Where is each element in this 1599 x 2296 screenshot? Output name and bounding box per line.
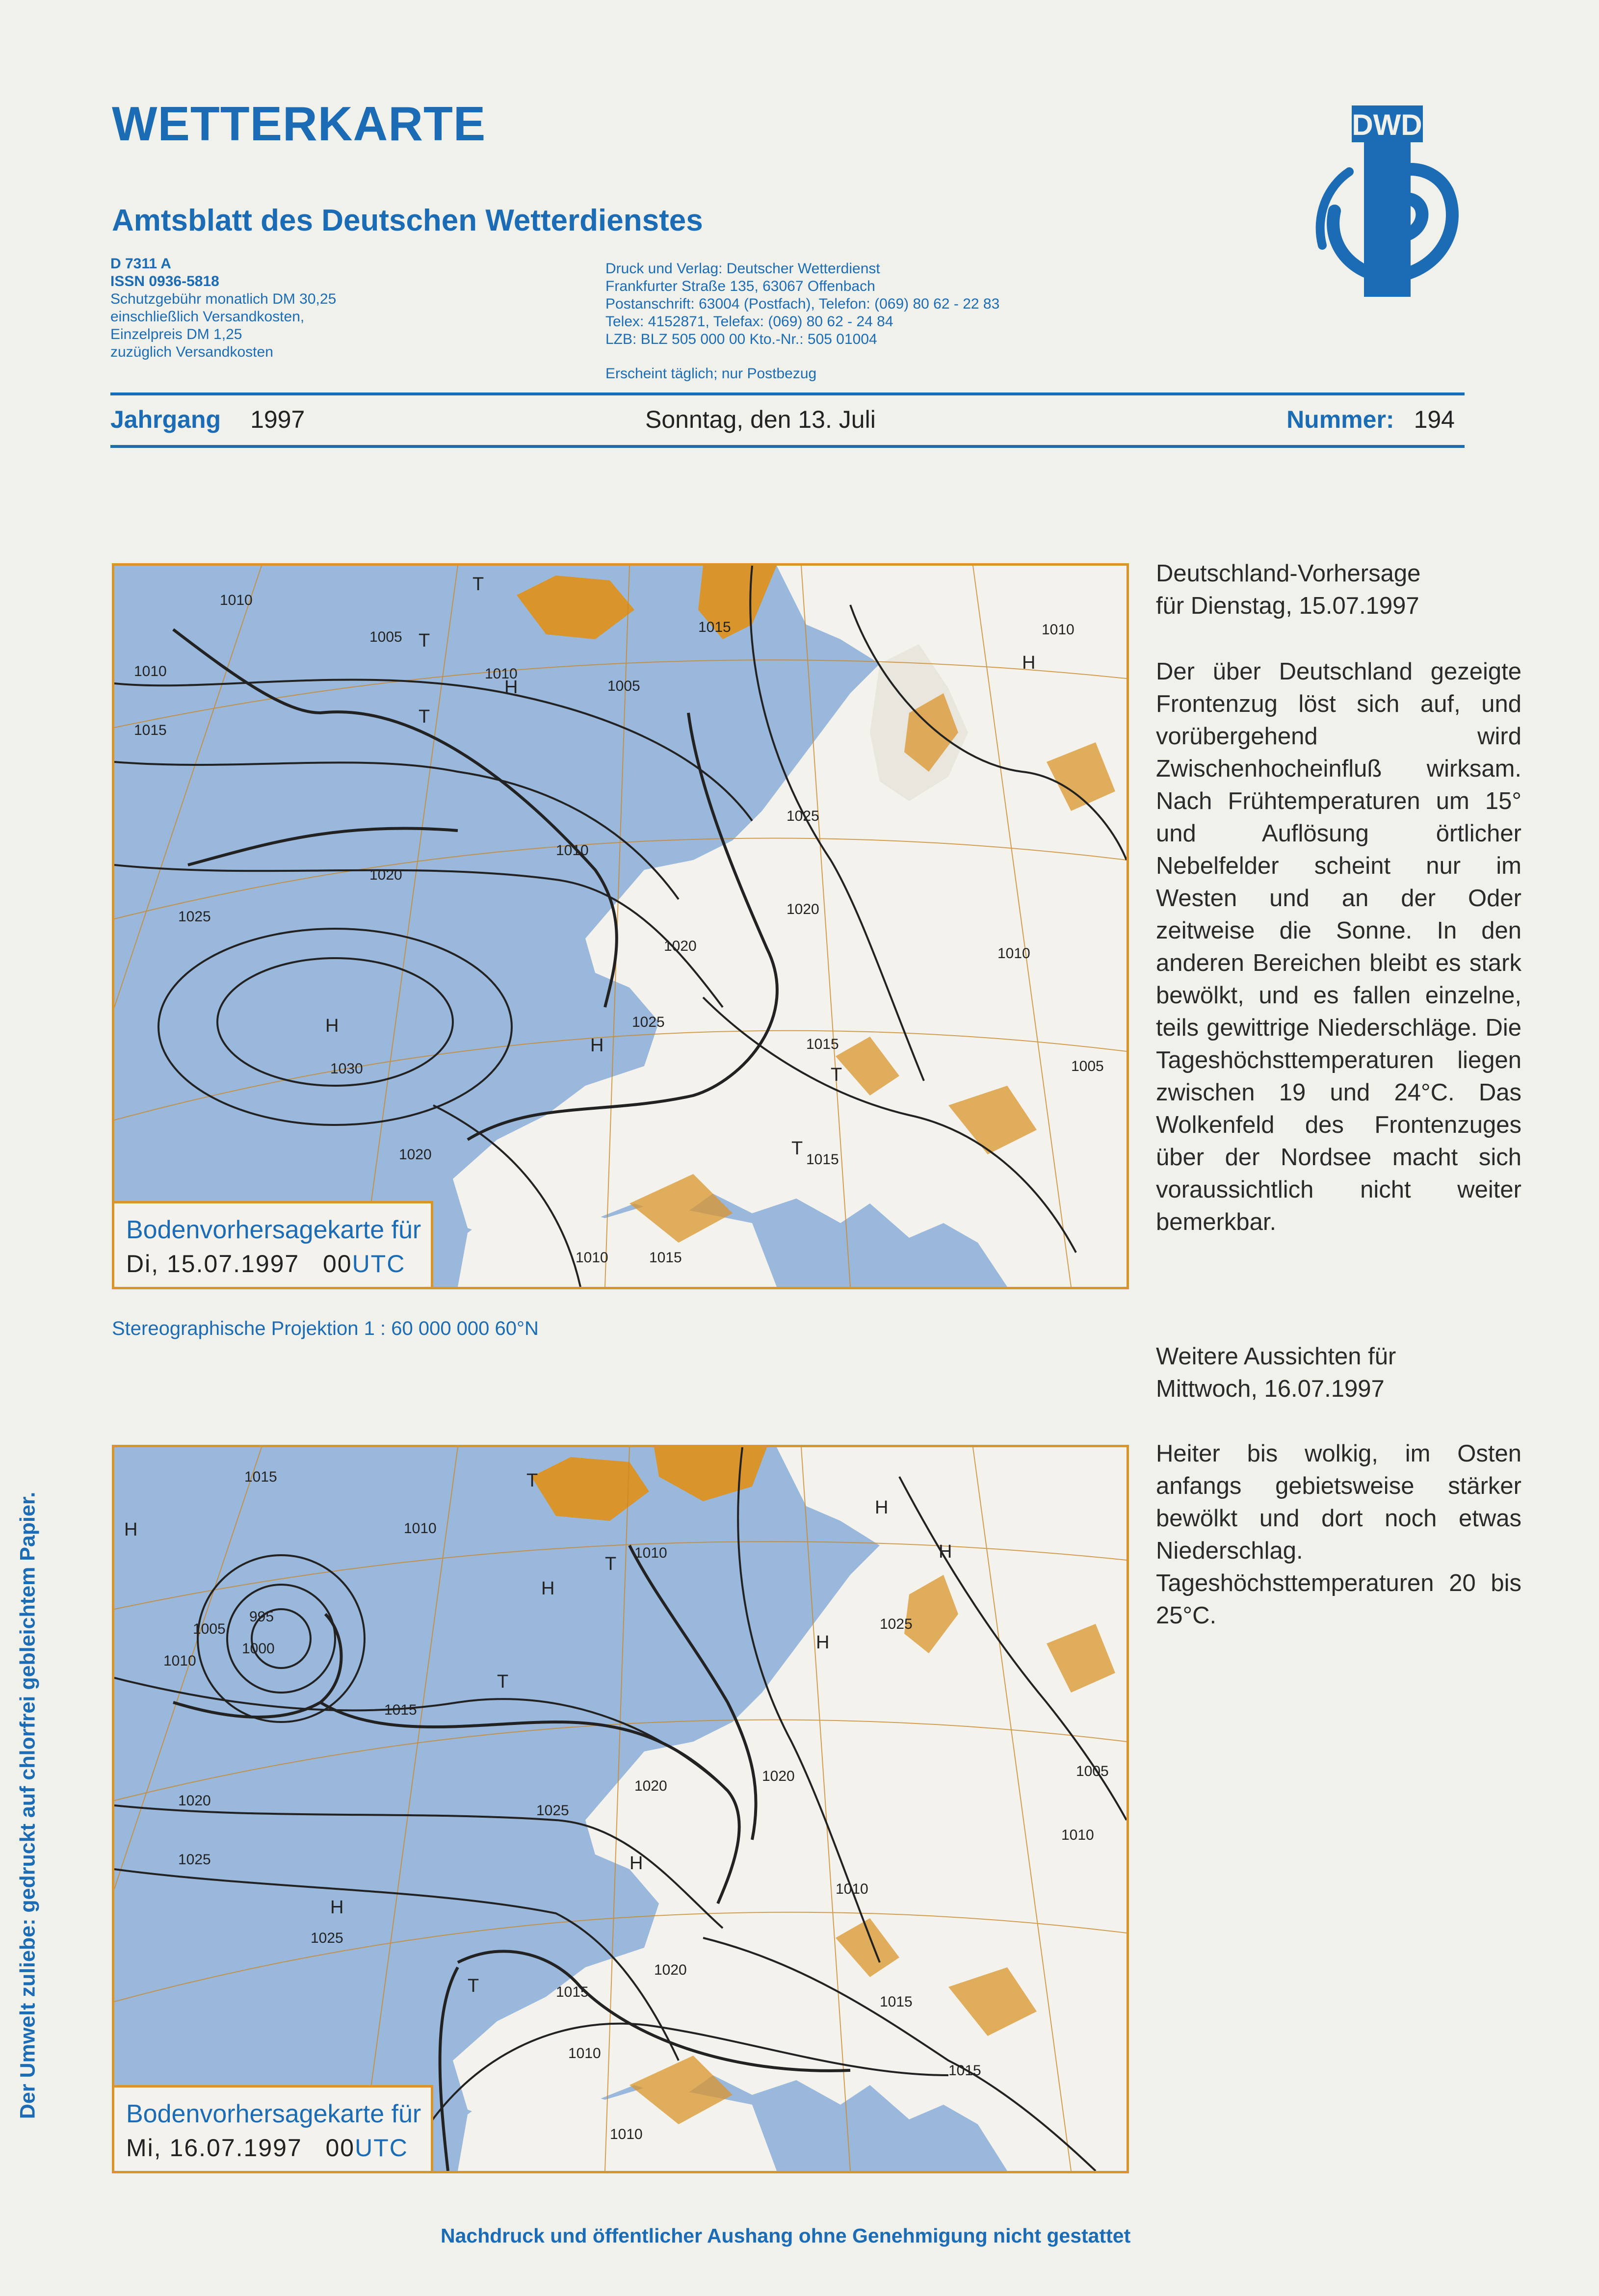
isobar-label: 1020 [178,1793,211,1809]
isobar-label: 1025 [786,808,819,824]
isobar-label: 1020 [399,1147,432,1163]
forecast-heading-line: Deutschland-Vorhersage [1156,560,1421,587]
svg-text:T: T [419,706,430,727]
isobar-label: 1020 [664,938,697,954]
svg-text:H: H [124,1519,138,1540]
outlook-body [1156,1437,1521,1632]
isobar-label: 1015 [698,619,731,635]
svg-text:H: H [330,1897,344,1918]
map-caption-time: 00 [322,1250,352,1278]
paper-note [15,1442,41,2168]
isobar-label: 1010 [576,1250,608,1266]
nummer-value: 194 [1414,406,1455,433]
jahrgang-label: Jahrgang [110,406,221,433]
svg-text:T: T [605,1554,617,1574]
map-caption-utc: UTC [355,2134,408,2162]
svg-text:T: T [419,630,430,651]
page-subtitle: Amtsblatt des Deutschen Wetterdienstes [112,204,703,237]
europe-landmass [453,566,1127,1287]
publisher-line: Postanschrift: 63004 (Postfach), Telefon: (069) 80 62 - 22 83 [605,296,1000,312]
isobar-label: 1005 [1071,1058,1104,1074]
isobar-label: 1015 [556,1984,589,2000]
forecast-text: Der über Deutschland gezeigte Frontenzug löst sich auf, und vorübergehend wird Zwischenhocheinfluß wirksam. Nach Frühtemperaturen um 15° und Auflösung örtlicher Nebelfelder scheint nur im Westen und an der Oder zeitweise die Sonne. In den anderen Bereichen bleibt es stark bewölkt, und es fallen einzelne, teils gewittrige Niederschläge. Die Tageshöchsttemperaturen liegen zwischen 19 und 24°C. Das Wolkenfeld des Frontenzuges über der Nordsee macht sich voraussichtlich nicht weiter bemerkbar. [1156,658,1521,1235]
svg-text:T: T [831,1065,842,1085]
isobar-label: 1020 [762,1768,795,1784]
map-caption-time: 00 [325,2134,355,2162]
svg-text:T: T [497,1671,509,1692]
isobar-label: 1020 [369,867,402,883]
isobar-label: 1010 [134,663,167,679]
isobar-label: 1010 [634,1545,667,1561]
fee-line: zuzüglich Versandkosten [110,344,273,360]
isobar-label: 1010 [568,2045,601,2061]
svg-text:H: H [816,1632,830,1653]
isobar-label: 1015 [806,1151,839,1168]
isobar-label: 1005 [193,1621,226,1637]
svg-text:H: H [590,1035,604,1056]
issue-header [110,405,1465,437]
iceland-relief [517,575,634,639]
fee-line: einschließlich Versandkosten, [110,309,305,325]
isobar-label: 1010 [610,2126,643,2142]
svg-text:H: H [504,677,518,698]
isobar-label: 1010 [997,945,1030,962]
issue-date: Sonntag, den 13. Juli [645,406,876,433]
isobar-label: 1020 [786,901,819,917]
publication-meta [110,255,336,361]
north-africa-landmass [458,1203,777,1287]
forecast-map-1 [112,563,1129,1289]
isobar-label: 1015 [244,1469,277,1485]
paper-note-text: Der Umwelt zuliebe: gedruckt auf chlorfrei gebleichtem Papier. [16,1491,40,2119]
isobar-label: 1005 [607,678,640,694]
outlook-heading-line: Mittwoch, 16.07.1997 [1156,1376,1385,1402]
publisher-info [605,260,999,348]
publisher-line: Telex: 4152871, Telefax: (069) 80 62 - 24 84 [605,313,893,330]
svg-text:H: H [541,1578,555,1599]
map-caption-title: Bodenvorhersagekarte für [126,2100,421,2128]
header-rule [110,392,1465,395]
isobar-label: 1020 [654,1962,687,1978]
isobar-label: 1010 [163,1653,196,1669]
isobar-label: 1025 [311,1930,343,1946]
isobar-label: 995 [249,1609,274,1625]
nummer-label: Nummer: [1286,406,1394,433]
map-caption-date: Di, 15.07.1997 [126,1250,300,1278]
outlook-text: Heiter bis wolkig, im Osten anfangs gebietsweise stärker bewölkt und dort noch etwas Niederschlag. Tageshöchsttemperaturen 20 bis 25°C. [1156,1440,1521,1629]
isobar-label: 1015 [880,1994,913,2010]
isobar-label: 1015 [948,2062,981,2079]
svg-text:H: H [1022,652,1036,673]
distribution-note: Erscheint täglich; nur Postbezug [605,365,817,382]
map-2-caption [114,2085,433,2171]
map-caption-title: Bodenvorhersagekarte für [126,1216,421,1244]
isobar-label: 1020 [634,1778,667,1794]
outlook-heading-line: Weitere Aussichten für [1156,1343,1396,1370]
isobar-label: 1015 [806,1036,839,1052]
page-title: WETTERKARTE [112,97,486,151]
greenland-relief [654,1447,767,1501]
svg-text:H: H [939,1541,952,1562]
fee-line: Einzelpreis DM 1,25 [110,326,242,342]
isobar-label: 1025 [178,909,211,925]
isobar-label: 1015 [134,722,167,738]
map-caption-date: Mi, 16.07.1997 [126,2134,302,2162]
dwd-logo-icon [1305,98,1472,304]
publication-code: D 7311 A [110,256,171,272]
fee-line: Schutzgebühr monatlich DM 30,25 [110,291,337,307]
isobar-label: 1010 [485,666,518,682]
isobar-label: 1010 [1061,1827,1094,1843]
map-1-caption [114,1201,433,1287]
dwd-logo-text: DWD [1352,108,1422,141]
header-rule [110,445,1465,448]
publisher-line: Frankfurter Straße 135, 63067 Offenbach [605,278,875,294]
isobar-label: 1010 [404,1520,437,1537]
forecast-body [1156,655,1521,1238]
forecast-heading-line: für Dienstag, 15.07.1997 [1156,593,1419,619]
isobar-label: 1010 [220,592,253,608]
isobar-label: 1025 [632,1014,665,1030]
reprint-notice: Nachdruck und öffentlicher Aushang ohne Genehmigung nicht gestattet [441,2224,1131,2247]
svg-text:T: T [468,1976,479,1996]
svg-text:T: T [472,574,484,595]
map-1-drawing [114,566,1127,1287]
map-caption-utc: UTC [352,1250,406,1278]
svg-text:T: T [791,1138,803,1159]
iceland-relief [531,1457,649,1521]
forecast-map-2 [112,1445,1129,2173]
isobar-label: 1030 [330,1061,363,1077]
map-2-drawing [114,1447,1127,2171]
isobar-label: 1015 [384,1702,417,1718]
svg-text:H: H [325,1016,339,1036]
projection-note: Stereographische Projektion 1 : 60 000 000 60°N [112,1318,539,1339]
isobar-label: 1015 [649,1250,682,1266]
isobar-label: 1025 [880,1616,913,1632]
isobar-label: 1025 [536,1802,569,1819]
isobar-label: 1005 [369,629,402,645]
isobar-label: 1010 [556,842,589,859]
outlook-heading [1156,1340,1521,1405]
isobar-label: 1025 [178,1852,211,1868]
publisher-line: LZB: BLZ 505 000 00 Kto.-Nr.: 505 01004 [605,331,877,347]
isobar-label: 1010 [1042,622,1075,638]
svg-text:H: H [629,1853,643,1874]
isobar-label: 1010 [836,1881,868,1897]
publisher-line: Druck und Verlag: Deutscher Wetterdienst [605,261,880,277]
jahrgang-value: 1997 [250,406,305,433]
isobar-label: 1005 [1076,1763,1109,1779]
isobar-label: 1000 [242,1641,275,1657]
forecast-heading [1156,557,1521,622]
issn: ISSN 0936-5818 [110,273,219,289]
svg-text:H: H [875,1497,889,1518]
svg-text:T: T [526,1470,538,1491]
